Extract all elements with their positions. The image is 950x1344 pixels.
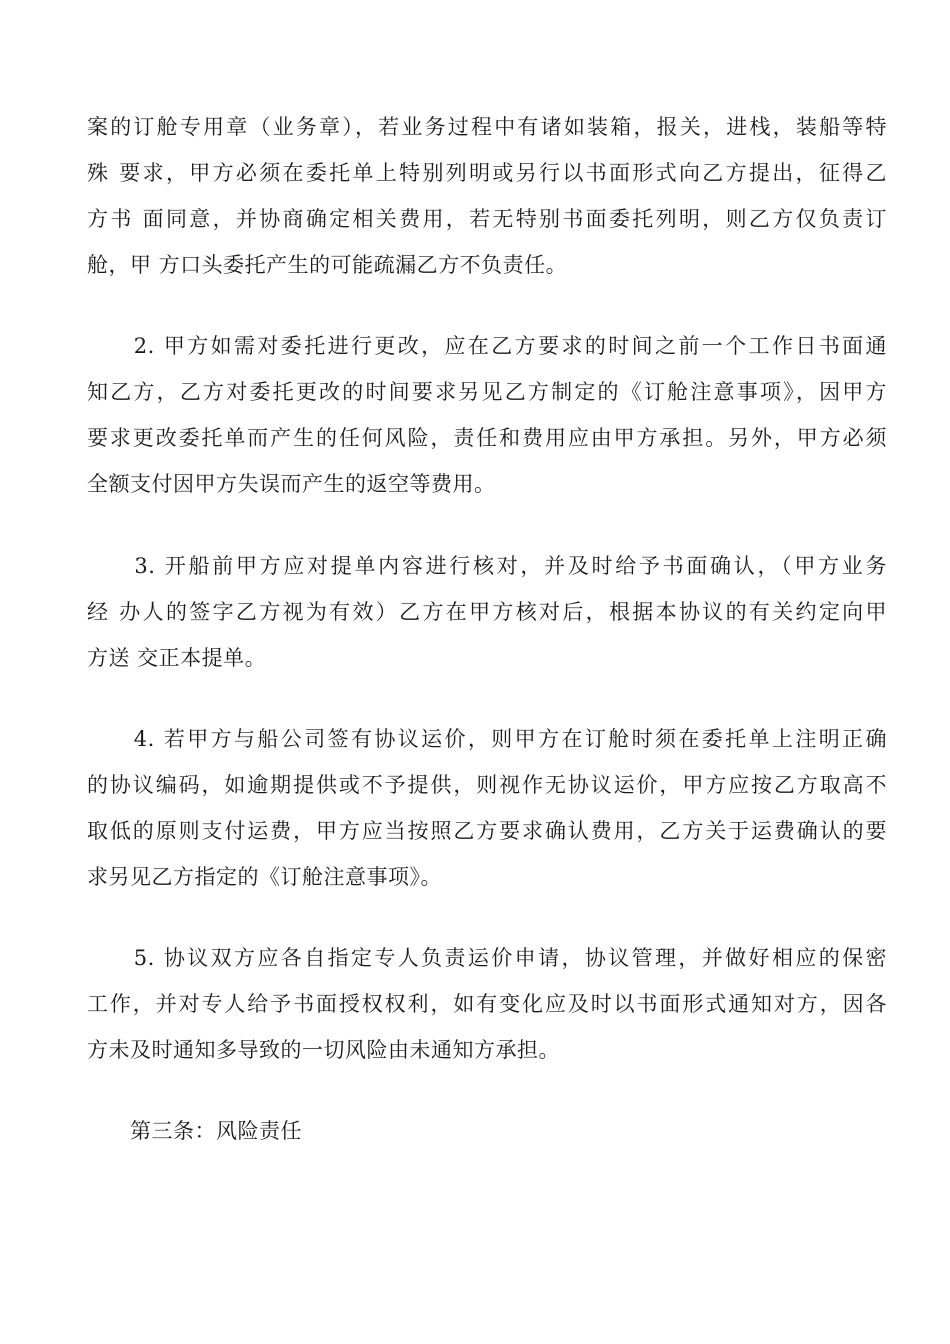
text-line: 的协议编码，如逾期提供或不予提供，则视作无协议运价，甲方应按乙方取高不 [87, 773, 887, 797]
text-line: 2. 甲方如需对委托进行更改，应在乙方要求的时间之前一个工作日书面通 [87, 334, 887, 358]
text-line: 全额支付因甲方失误而产生的返空等费用。 [87, 472, 496, 496]
text-line: 3. 开船前甲方应对提单内容进行核对，并及时给予书面确认，（甲方业务 [87, 554, 887, 578]
text-line: 舱，甲 方口头委托产生的可能疏漏乙方不负责任。 [87, 253, 568, 277]
paragraph-clause-5 [87, 935, 887, 1073]
text-line: 方送 交正本提单。 [87, 646, 267, 670]
section-heading-text: 第三条：风险责任 [87, 1119, 302, 1143]
text-line: 求另见乙方指定的《订舱注意事项》。 [87, 865, 442, 889]
paragraph-clause-4 [87, 716, 887, 900]
text-line: 取低的原则支付运费，甲方应当按照乙方要求确认费用，乙方关于运费确认的要 [87, 819, 887, 843]
paragraph-booking-seal [87, 104, 887, 288]
text-line: 工作，并对专人给予书面授权权利，如有变化应及时以书面形式通知对方，因各 [87, 992, 887, 1016]
text-line: 4. 若甲方与船公司签有协议运价，则甲方在订舱时须在委托单上注明正确 [87, 727, 887, 751]
text-line: 殊 要求，甲方必须在委托单上特别列明或另行以书面形式向乙方提出，征得乙 [87, 161, 887, 185]
text-line: 5. 协议双方应各自指定专人负责运价申请，协议管理，并做好相应的保密 [87, 946, 887, 970]
text-line: 知乙方，乙方对委托更改的时间要求另见乙方制定的《订舱注意事项》，因甲方 [87, 380, 887, 404]
paragraph-clause-3 [87, 543, 887, 681]
text-line: 案的订舱专用章（业务章），若业务过程中有诸如装箱，报关，进栈，装船等特 [87, 115, 887, 139]
text-line: 方书 面同意，并协商确定相关费用，若无特别书面委托列明，则乙方仅负责订 [87, 207, 887, 231]
paragraph-clause-2 [87, 323, 887, 507]
text-line: 方未及时通知多导致的一切风险由未通知方承担。 [87, 1038, 560, 1062]
section-heading-risk-liability [87, 1108, 887, 1154]
text-line: 要求更改委托单而产生的任何风险，责任和费用应由甲方承担。另外，甲方必须 [87, 426, 887, 450]
text-line: 经 办人的签字乙方视为有效）乙方在甲方核对后，根据本协议的有关约定向甲 [87, 600, 887, 624]
